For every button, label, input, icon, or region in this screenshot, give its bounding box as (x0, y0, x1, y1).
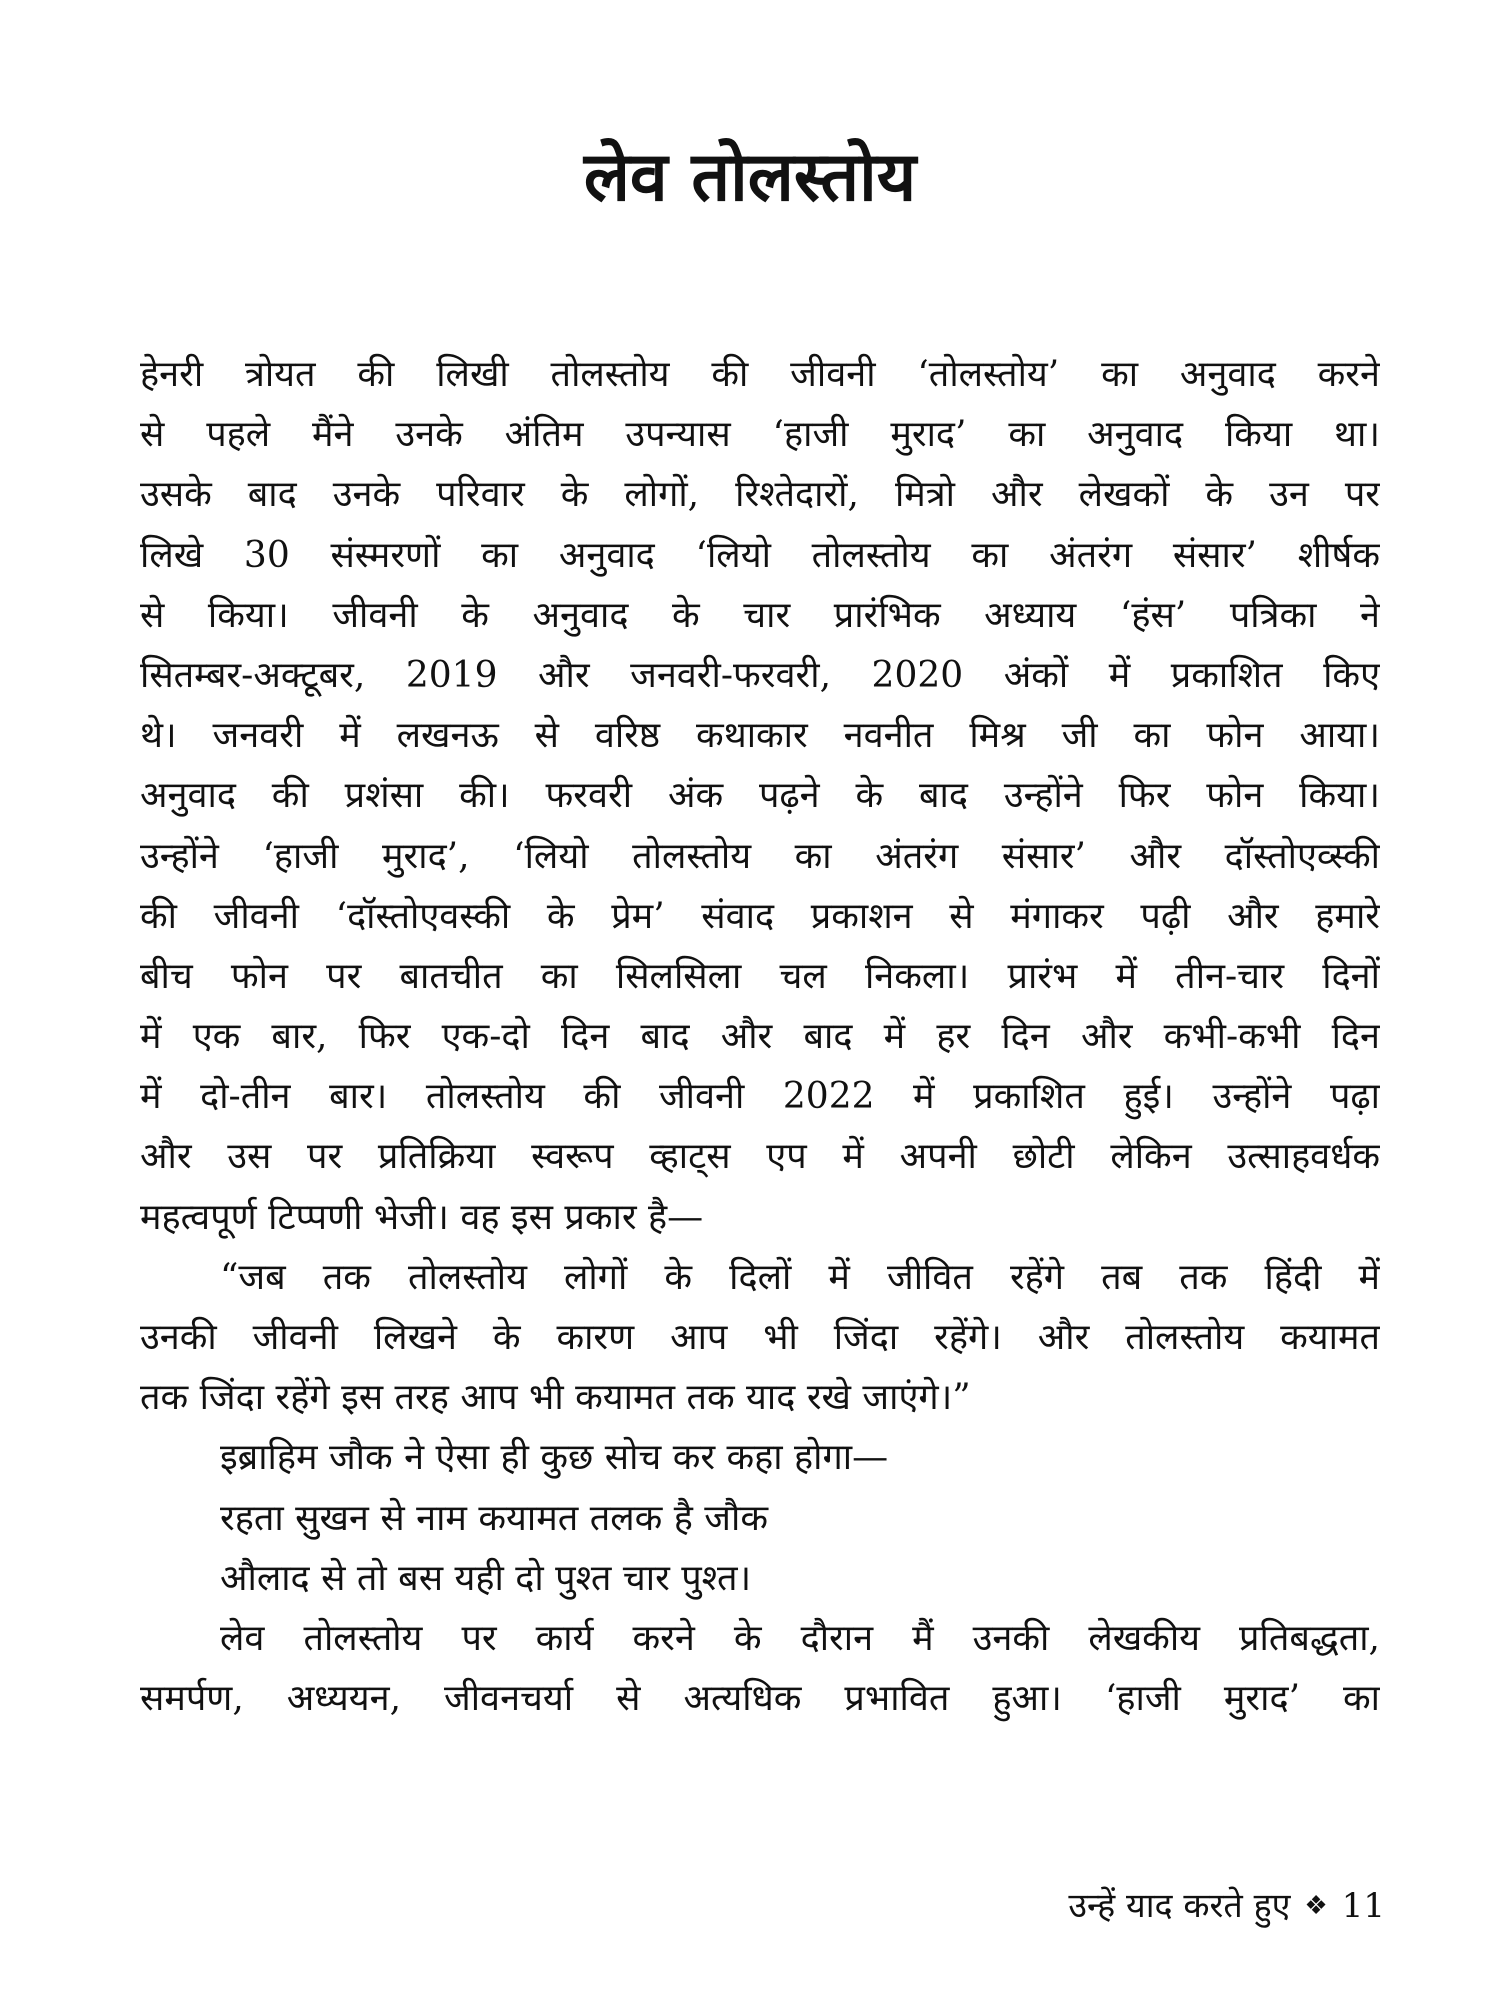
page-footer (1068, 1876, 1385, 1936)
ornament-separator-icon: ❖ (1304, 1891, 1328, 1921)
text-line: समर्पण, अध्ययन, जीवनचर्या से अत्यधिक प्रभावित हुआ। ‘हाजी मुराद’ का (140, 1678, 1380, 1720)
text-line: लेव तोलस्तोय पर कार्य करने के दौरान मैं उनकी लेखकीय प्रतिबद्धता, (220, 1617, 1380, 1659)
text-line: और उस पर प्रतिक्रिया स्वरूप व्हाट्स एप में अपनी छोटी लेकिन उत्साहवर्धक (140, 1136, 1380, 1178)
text-line: थे। जनवरी में लखनऊ से वरिष्ठ कथाकार नवनीत मिश्र जी का फोन आया। (140, 715, 1380, 757)
page-number: 11 (1341, 1886, 1385, 1926)
chapter-title: लेव तोलस्तोय (583, 138, 917, 217)
verse-line: रहता सुखन से नाम कयामत तलक है जौक (220, 1497, 768, 1539)
quote-line: तक जिंदा रहेंगे इस तरह आप भी कयामत तक याद रखे जाएंगे।” (140, 1377, 971, 1419)
body-text (140, 345, 1380, 1729)
text-line: उन्होंने ‘हाजी मुराद’, ‘लियो तोलस्तोय का अंतरंग संसार’ और दॉस्तोएव्स्की (140, 835, 1380, 877)
text-line: हेनरी त्रोयत की लिखी तोलस्तोय की जीवनी ‘तोलस्तोय’ का अनुवाद करने (140, 354, 1380, 395)
text-line: महत्वपूर्ण टिप्पणी भेजी। वह इस प्रकार है— (140, 1196, 704, 1238)
running-title: उन्हें याद करते हुए (1068, 1886, 1291, 1926)
quote-line: उनकी जीवनी लिखने के कारण आप भी जिंदा रहेंगे। और तोलस्तोय कयामत (140, 1317, 1380, 1358)
text-line: में एक बार, फिर एक-दो दिन बाद और बाद में हर दिन और कभी-कभी दिन (140, 1016, 1380, 1058)
text-line: की जीवनी ‘दॉस्तोएवस्की के प्रेम’ संवाद प्रकाशन से मंगाकर पढ़ी और हमारे (140, 895, 1380, 937)
text-line: इब्राहिम जौक ने ऐसा ही कुछ सोच कर कहा होगा— (220, 1437, 889, 1479)
text-line: अनुवाद की प्रशंसा की। फरवरी अंक पढ़ने के बाद उन्होंने फिर फोन किया। (140, 775, 1380, 817)
quote-line: “जब तक तोलस्तोय लोगों के दिलों में जीवित रहेंगे तब तक हिंदी में (220, 1256, 1380, 1298)
text-line: उसके बाद उनके परिवार के लोगों, रिश्तेदारों, मित्रो और लेखकों के उन पर (140, 474, 1380, 516)
text-line: में दो-तीन बार। तोलस्तोय की जीवनी 2022 में प्रकाशित हुई। उन्होंने पढ़ा (140, 1076, 1380, 1118)
text-line: बीच फोन पर बातचीत का सिलसिला चल निकला। प्रारंभ में तीन-चार दिनों (140, 955, 1380, 997)
verse-line: औलाद से तो बस यही दो पुश्त चार पुश्त। (220, 1557, 752, 1599)
text-line: से किया। जीवनी के अनुवाद के चार प्रारंभिक अध्याय ‘हंस’ पत्रिका ने (140, 594, 1380, 636)
text-line: से पहले मैंने उनके अंतिम उपन्यास ‘हाजी मुराद’ का अनुवाद किया था। (140, 414, 1380, 456)
text-line: सितम्बर-अक्टूबर, 2019 और जनवरी-फरवरी, 2020 अंकों में प्रकाशित किए (140, 654, 1380, 696)
text-line: लिखे 30 संस्मरणों का अनुवाद ‘लियो तोलस्तोय का अंतरंग संसार’ शीर्षक (140, 534, 1380, 576)
